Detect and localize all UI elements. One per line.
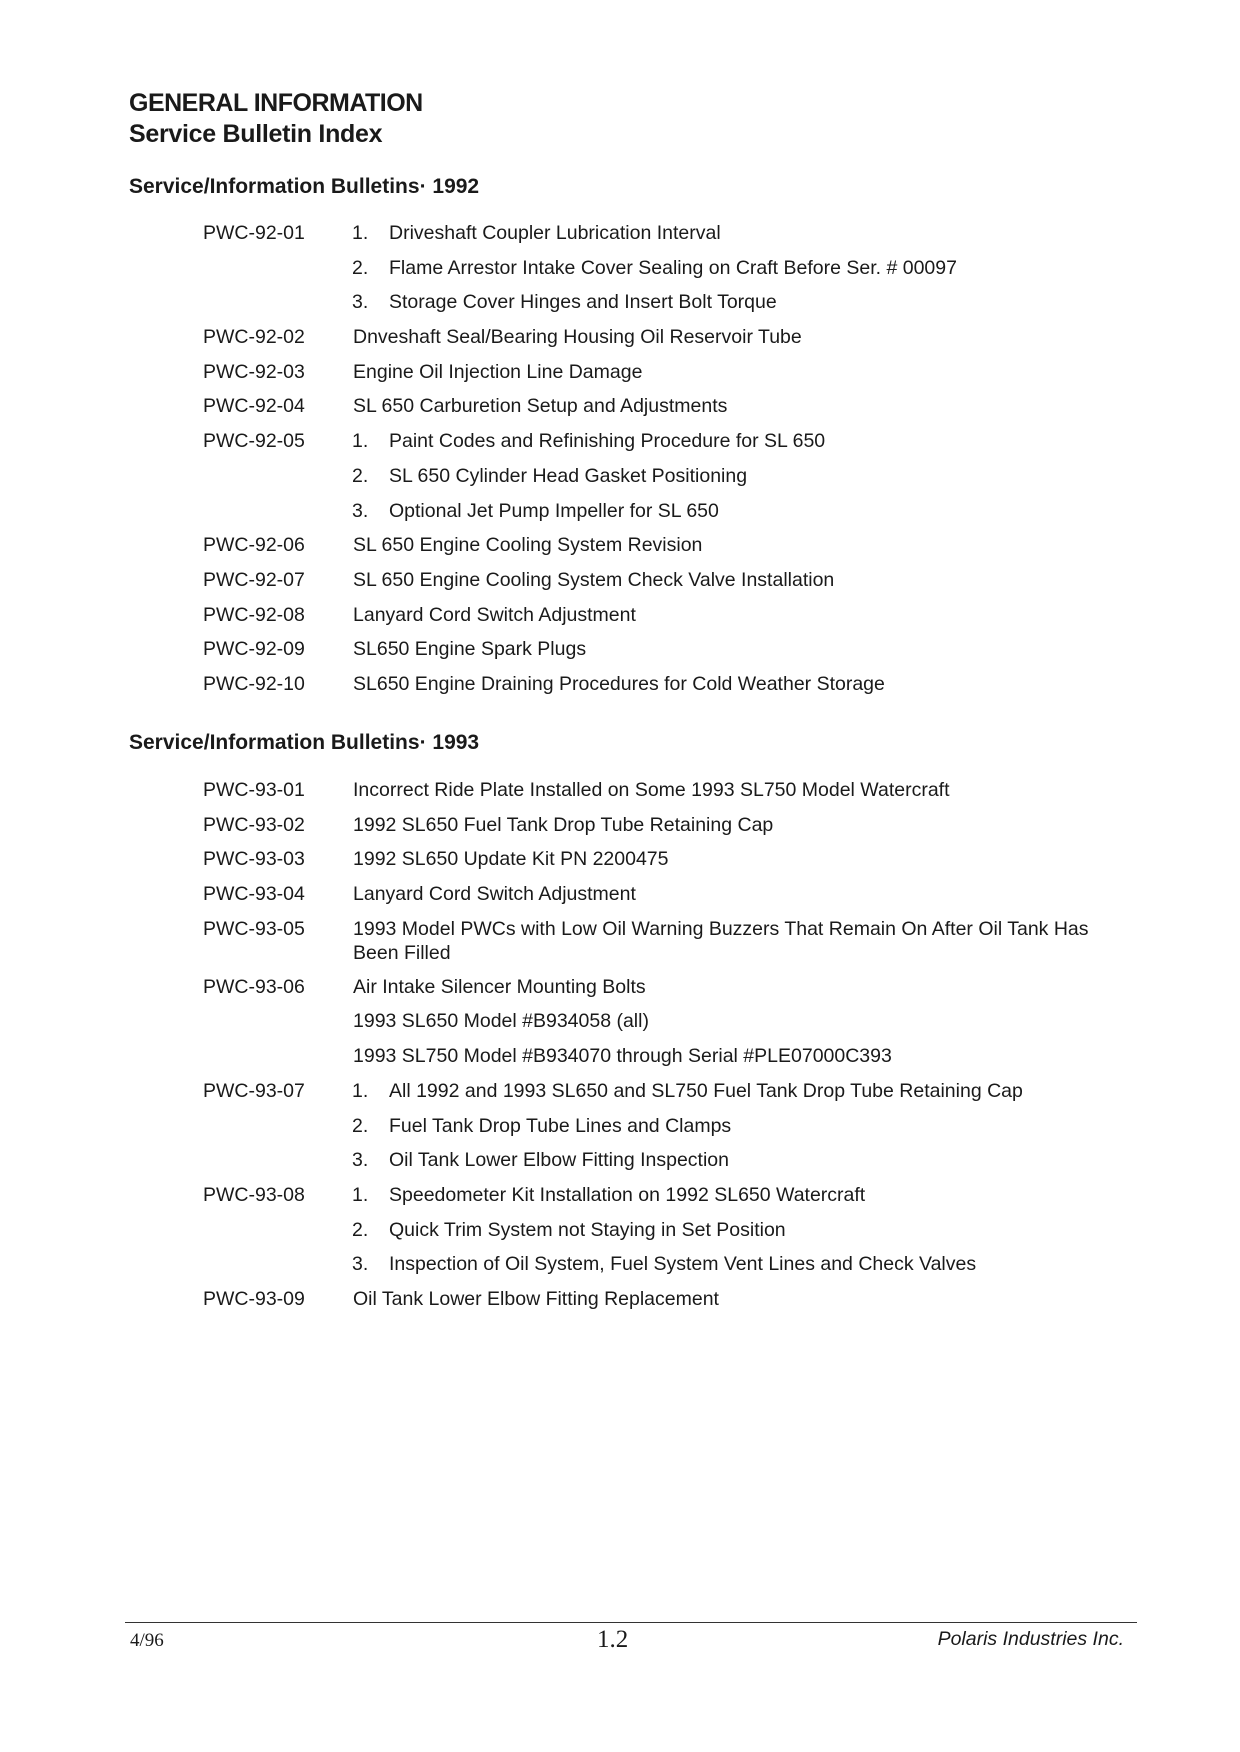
bulletin-code: PWC-92-06 — [203, 534, 305, 557]
bulletin-title: Quick Trim System not Staying in Set Position — [389, 1218, 786, 1241]
bulletin-code: PWC-92-02 — [203, 326, 305, 349]
bulletin-title: SL 650 Cylinder Head Gasket Positioning — [389, 464, 748, 487]
item-number: 1. — [352, 1079, 369, 1102]
bulletin-row — [0, 464, 1240, 499]
bulletin-title: Lanyard Cord Switch Adjustment — [353, 883, 636, 906]
bulletin-row — [0, 533, 1240, 568]
bulletin-title: Flame Arrestor Intake Cover Sealing on Craft Before Ser. # 00097 — [389, 256, 957, 279]
page-title: GENERAL INFORMATION — [129, 89, 423, 117]
item-number: 2. — [352, 256, 369, 279]
bulletin-title: Driveshaft Coupler Lubrication Interval — [389, 222, 721, 244]
bulletin-list-1992 — [0, 221, 1240, 707]
bulletin-row — [0, 1183, 1240, 1218]
bulletin-title: Oil Tank Lower Elbow Fitting Inspection — [389, 1149, 729, 1172]
bulletin-row — [0, 1252, 1240, 1287]
bulletin-title: Engine Oil Injection Line Damage — [353, 360, 643, 383]
bulletin-title: Lanyard Cord Switch Adjustment — [353, 603, 636, 626]
bulletin-row — [0, 1148, 1240, 1183]
bulletin-code: PWC-92-01 — [203, 222, 305, 244]
bulletin-title: 1992 SL650 Fuel Tank Drop Tube Retaining Cap — [353, 813, 774, 836]
bulletin-row — [0, 637, 1240, 672]
bulletin-row — [0, 813, 1240, 848]
bulletin-row — [0, 1009, 1240, 1044]
bulletin-code: PWC-92-07 — [203, 568, 305, 591]
bulletin-title: Storage Cover Hinges and Insert Bolt Torque — [389, 291, 777, 314]
bulletin-code: PWC-93-02 — [203, 813, 305, 836]
item-number: 3. — [352, 1253, 369, 1276]
footer-divider — [125, 1622, 1137, 1623]
item-number: 3. — [352, 499, 369, 522]
bulletin-title: SL 650 Engine Cooling System Revision — [353, 534, 703, 557]
bulletin-row — [0, 603, 1240, 638]
bulletin-title: Fuel Tank Drop Tube Lines and Clamps — [389, 1114, 732, 1137]
bulletin-row — [0, 917, 1240, 975]
bulletin-code: PWC-92-08 — [203, 603, 305, 626]
bulletin-row — [0, 429, 1240, 464]
bulletin-code: PWC-93-06 — [203, 975, 305, 998]
bulletin-title: Optional Jet Pump Impeller for SL 650 — [389, 499, 719, 522]
bulletin-title: Oil Tank Lower Elbow Fitting Replacement — [353, 1287, 719, 1310]
bulletin-title: Paint Codes and Refinishing Procedure for SL 650 — [389, 430, 826, 453]
bulletin-row — [0, 394, 1240, 429]
item-number: 3. — [352, 291, 369, 314]
item-number: 1. — [352, 1183, 369, 1206]
bulletin-row — [0, 1218, 1240, 1253]
item-number: 2. — [352, 464, 369, 487]
bulletin-row — [0, 568, 1240, 603]
section-title-1993: Service/Information Bulletins· 1993 — [129, 731, 480, 754]
bulletin-row — [0, 290, 1240, 325]
page-number: 1.2 — [597, 1626, 629, 1653]
bulletin-title: Air Intake Silencer Mounting Bolts — [353, 975, 646, 998]
bulletin-row — [0, 1287, 1240, 1322]
bulletin-title: Speedometer Kit Installation on 1992 SL650 Watercraft — [389, 1183, 866, 1206]
bulletin-row — [0, 882, 1240, 917]
bulletin-title: 1993 Model PWCs with Low Oil Warning Buzzers That Remain On After Oil Tank Has Been Filled — [353, 917, 1089, 964]
bulletin-title: Incorrect Ride Plate Installed on Some 1993 SL750 Model Watercraft — [353, 779, 950, 801]
bulletin-row — [0, 256, 1240, 291]
bulletin-row — [0, 975, 1240, 1010]
bulletin-code: PWC-93-09 — [203, 1287, 305, 1310]
item-number: 3. — [352, 1149, 369, 1172]
bulletin-code: PWC-92-03 — [203, 360, 305, 383]
bulletin-title: SL650 Engine Spark Plugs — [353, 638, 587, 661]
bulletin-row — [0, 325, 1240, 360]
section-title-1992: Service/Information Bulletins· 1992 — [129, 175, 480, 198]
bulletin-row — [0, 1079, 1240, 1114]
bulletin-title: SL 650 Carburetion Setup and Adjustments — [353, 395, 728, 418]
bulletin-row — [0, 847, 1240, 882]
bulletin-code: PWC-92-05 — [203, 430, 305, 453]
bulletin-code: PWC-92-04 — [203, 395, 305, 418]
footer-company: Polaris Industries Inc. — [937, 1628, 1124, 1650]
bulletin-row — [0, 360, 1240, 395]
bulletin-row — [0, 221, 1240, 256]
bulletin-code: PWC-93-05 — [203, 917, 305, 940]
bulletin-row — [0, 1044, 1240, 1079]
bulletin-title: All 1992 and 1993 SL650 and SL750 Fuel Tank Drop Tube Retaining Cap — [389, 1079, 1023, 1102]
bulletin-code: PWC-93-08 — [203, 1183, 305, 1206]
page-subtitle: Service Bulletin Index — [129, 120, 383, 148]
bulletin-title: Inspection of Oil System, Fuel System Vent Lines and Check Valves — [389, 1253, 977, 1276]
bulletin-title: Dnveshaft Seal/Bearing Housing Oil Reservoir Tube — [353, 326, 802, 349]
bulletin-title: 1992 SL650 Update Kit PN 2200475 — [353, 848, 669, 871]
item-number: 1. — [352, 222, 369, 244]
bulletin-title: SL650 Engine Draining Procedures for Cold Weather Storage — [353, 672, 885, 695]
footer-date: 4/96 — [130, 1630, 164, 1651]
bulletin-title: 1993 SL650 Model #B934058 (all) — [353, 1010, 649, 1033]
bulletin-row — [0, 672, 1240, 707]
bulletin-code: PWC-93-03 — [203, 848, 305, 871]
bulletin-code: PWC-93-01 — [203, 779, 305, 801]
item-number: 1. — [352, 430, 369, 453]
item-number: 2. — [352, 1114, 369, 1137]
item-number: 2. — [352, 1218, 369, 1241]
bulletin-code: PWC-93-07 — [203, 1079, 305, 1102]
bulletin-row — [0, 499, 1240, 534]
bulletin-row — [0, 1114, 1240, 1149]
bulletin-list-1993 — [0, 778, 1240, 1322]
bulletin-code: PWC-93-04 — [203, 883, 305, 906]
bulletin-row — [0, 778, 1240, 813]
bulletin-code: PWC-92-09 — [203, 638, 305, 661]
bulletin-title: 1993 SL750 Model #B934070 through Serial #PLE07000C393 — [353, 1045, 892, 1068]
bulletin-code: PWC-92-10 — [203, 672, 305, 695]
bulletin-title: SL 650 Engine Cooling System Check Valve Installation — [353, 568, 835, 591]
